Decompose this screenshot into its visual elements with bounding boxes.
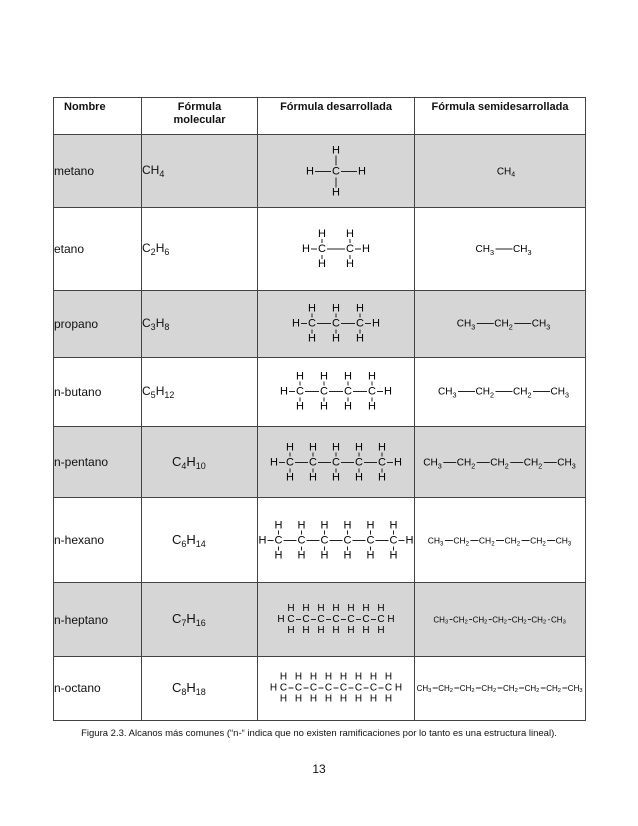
atom-carbon: C (332, 165, 340, 178)
group-ch2: $CH_2$ (530, 535, 546, 547)
atom-carbon: C (368, 385, 376, 398)
group-ch3: $CH_3$ (567, 683, 583, 695)
alkanes-table (53, 97, 586, 721)
atom-hydrogen: H (332, 441, 340, 454)
element-symbol: H (186, 453, 196, 469)
atom-hydrogen: H (320, 549, 329, 562)
molecular-formula (142, 426, 258, 497)
developed-formula-cell (258, 426, 415, 497)
atom-hydrogen: H (354, 693, 363, 705)
group-ch2: $CH_2$ (453, 615, 468, 626)
table-row (54, 426, 586, 497)
element-count: 10 (195, 460, 206, 471)
atom-hydrogen: H (332, 144, 340, 157)
atom-hydrogen: H (377, 603, 385, 615)
group-ch3: $CH_3$ (550, 386, 569, 400)
atom-hydrogen: H (320, 519, 329, 532)
group-ch2: $CH_2$ (513, 386, 532, 400)
alkane-name: etano (54, 208, 142, 290)
atom-hydrogen: H (292, 317, 300, 330)
atom-hydrogen: H (387, 614, 395, 626)
element-symbol: C (142, 383, 151, 398)
alkane-name: propano (54, 290, 142, 357)
element-count: 2 (150, 246, 156, 257)
atom-hydrogen: H (347, 625, 355, 637)
header-molecular: Fórmula molecular (142, 98, 258, 135)
atom-carbon: C (332, 456, 340, 469)
element-count: 4 (181, 460, 187, 471)
atom-hydrogen: H (339, 671, 348, 683)
element-symbol: H (150, 163, 160, 178)
element-count: 3 (150, 321, 156, 332)
atom-hydrogen: H (332, 471, 340, 484)
atom-carbon: C (297, 534, 306, 547)
atom-hydrogen: H (332, 625, 340, 637)
element-symbol: C (142, 240, 151, 255)
atom-hydrogen: H (378, 471, 386, 484)
atom-hydrogen: H (355, 471, 363, 484)
element-count: 4 (159, 169, 165, 180)
table-row (54, 583, 586, 656)
atom-hydrogen: H (324, 671, 333, 683)
developed-formula (261, 657, 411, 719)
atom-hydrogen: H (369, 693, 378, 705)
alkane-name: metano (54, 135, 142, 208)
group-ch2: $CH_2$ (503, 683, 518, 695)
atom-hydrogen: H (306, 165, 314, 178)
atom-hydrogen: H (362, 242, 370, 255)
atom-carbon: C (286, 456, 294, 469)
element-symbol: H (155, 383, 165, 398)
group-ch2: $CH_2$ (492, 615, 507, 626)
atom-hydrogen: H (320, 370, 328, 383)
semi-formula-cell (415, 426, 586, 497)
atom-carbon: C (317, 614, 325, 626)
group-ch3: $CH_3$ (551, 615, 566, 626)
developed-formula-cell (258, 583, 415, 656)
atom-hydrogen: H (294, 693, 303, 705)
group-ch3: $CH_3$ (555, 535, 572, 547)
alkane-name: n-butano (54, 357, 142, 426)
developed-formula (261, 291, 411, 356)
group-ch3: $CH_3$ (456, 318, 476, 332)
alkane-name: n-hexano (54, 498, 142, 583)
atom-hydrogen: H (344, 370, 352, 383)
table-row (54, 208, 586, 290)
table-row (54, 135, 586, 208)
atom-hydrogen: H (384, 693, 393, 705)
element-count: 14 (195, 538, 206, 549)
atom-hydrogen: H (302, 625, 310, 637)
atom-carbon: C (320, 534, 329, 547)
semi-formula-cell (415, 583, 586, 656)
developed-formula-cell (258, 208, 415, 290)
semi-formula (416, 428, 584, 497)
atom-carbon: C (356, 317, 364, 330)
atom-carbon: C (274, 534, 283, 547)
semi-formula (416, 499, 584, 582)
element-count: 6 (181, 538, 187, 549)
atom-hydrogen: H (378, 441, 386, 454)
atom-carbon: C (362, 614, 370, 626)
group-ch3: $CH_3$ (438, 386, 457, 400)
atom-carbon: C (332, 614, 340, 626)
table-row (54, 290, 586, 357)
atom-hydrogen: H (356, 302, 364, 315)
developed-formula (261, 584, 411, 655)
semi-formula-cell (415, 498, 586, 583)
element-symbol: H (155, 315, 165, 330)
semi-formula (416, 209, 584, 289)
atom-carbon: C (346, 242, 354, 255)
developed-formula-cell (258, 498, 415, 583)
semi-formula-cell (415, 357, 586, 426)
atom-hydrogen: H (389, 519, 398, 532)
group-ch3: $CH_3$ (475, 243, 494, 257)
group-ch3: $CH_3$ (513, 243, 532, 257)
atom-hydrogen: H (318, 227, 326, 240)
group-ch3: $CH_3$ (427, 535, 444, 547)
page-number: 13 (312, 762, 326, 776)
table-header-row (54, 98, 586, 135)
element-symbol: C (172, 611, 182, 627)
atom-hydrogen: H (362, 603, 370, 615)
group-ch2: $CH_2$ (481, 683, 497, 695)
element-count: 16 (195, 618, 206, 629)
alkane-name: n-octano (54, 656, 142, 720)
atom-hydrogen: H (308, 302, 316, 315)
alkane-name: n-pentano (54, 426, 142, 497)
header-name: Nombre (54, 98, 142, 135)
atom-hydrogen: H (286, 471, 294, 484)
atom-hydrogen: H (356, 332, 364, 345)
atom-hydrogen: H (346, 227, 354, 240)
semi-formula (416, 291, 584, 356)
group-ch2: $CH_2$ (459, 683, 475, 695)
semi-formula-cell (415, 208, 586, 290)
atom-hydrogen: H (355, 441, 363, 454)
atom-carbon: C (339, 682, 348, 694)
atom-carbon: C (294, 682, 303, 694)
atom-hydrogen: H (318, 257, 326, 270)
molecular-formula (142, 656, 258, 720)
developed-formula-cell (258, 656, 415, 720)
atom-hydrogen: H (296, 400, 304, 413)
atom-hydrogen: H (346, 257, 354, 270)
atom-hydrogen: H (287, 625, 295, 637)
group-ch2: $CH_2$ (531, 615, 547, 626)
molecular-formula (142, 208, 258, 290)
group-ch2: $CH_2$ (546, 683, 561, 695)
element-count: 12 (164, 389, 175, 400)
table-row (54, 498, 586, 583)
semi-formula-cell (415, 135, 586, 208)
developed-formula-cell (258, 135, 415, 208)
atom-hydrogen: H (309, 471, 317, 484)
alkane-name: n-heptano (54, 583, 142, 656)
atom-carbon: C (369, 682, 378, 694)
atom-hydrogen: H (347, 603, 355, 615)
atom-hydrogen: H (366, 519, 375, 532)
group-ch3: $CH_3$ (433, 615, 449, 626)
atom-hydrogen: H (269, 682, 278, 694)
atom-hydrogen: H (366, 549, 375, 562)
molecular-formula (142, 290, 258, 357)
group-ch2: $CH_2$ (475, 386, 494, 400)
atom-carbon: C (320, 385, 328, 398)
atom-carbon: C (355, 456, 363, 469)
atom-hydrogen: H (274, 549, 283, 562)
molecular-formula (142, 498, 258, 583)
developed-formula (261, 209, 411, 289)
atom-hydrogen: H (280, 385, 288, 398)
atom-hydrogen: H (354, 671, 363, 683)
atom-carbon: C (344, 385, 352, 398)
atom-carbon: C (378, 456, 386, 469)
atom-hydrogen: H (287, 603, 295, 615)
group-ch2: $CH_2$ (490, 456, 509, 470)
atom-hydrogen: H (309, 441, 317, 454)
atom-carbon: C (354, 682, 363, 694)
group-ch2: $CH_2$ (494, 318, 513, 332)
atom-hydrogen: H (279, 671, 288, 683)
atom-hydrogen: H (344, 400, 352, 413)
atom-carbon: C (279, 682, 288, 694)
atom-hydrogen: H (302, 242, 310, 255)
figure-caption: Figura 2.3. Alcanos más comunes (“n-“ indica que no existen ramificaciones por lo tanto es una estructura lineal). (81, 728, 557, 739)
atom-hydrogen: H (270, 456, 278, 469)
developed-formula-cell (258, 290, 415, 357)
element-symbol: H (155, 240, 165, 255)
atom-hydrogen: H (339, 693, 348, 705)
group-ch2: $CH_2$ (438, 683, 453, 695)
atom-hydrogen: H (389, 549, 398, 562)
molecular-formula (142, 357, 258, 426)
group-ch2: $CH_2$ (524, 683, 540, 695)
atom-hydrogen: H (317, 603, 325, 615)
atom-carbon: C (296, 385, 304, 398)
atom-carbon: C (302, 614, 310, 626)
group-ch2: $CH_2$ (478, 535, 495, 547)
developed-formula (261, 358, 411, 425)
atom-hydrogen: H (317, 625, 325, 637)
atom-hydrogen: H (343, 519, 352, 532)
element-symbol: C (142, 163, 151, 178)
developed-formula (258, 499, 414, 582)
atom-hydrogen: H (332, 186, 340, 199)
atom-hydrogen: H (297, 549, 306, 562)
bond-dash: - (547, 615, 551, 625)
element-symbol: H (186, 531, 196, 547)
atom-hydrogen: H (368, 370, 376, 383)
element-count: 7 (181, 618, 187, 629)
atom-hydrogen: H (368, 400, 376, 413)
group-ch2: $CH_2$ (523, 456, 543, 470)
header-semi: Fórmula semidesarrollada (415, 98, 586, 135)
element-count: 8 (181, 686, 187, 697)
group-ch2: $CH_2$ (504, 535, 521, 547)
element-symbol: H (186, 679, 196, 695)
group-ch3: $CH_3$ (557, 456, 576, 470)
group-methane: $CH_4$ (496, 165, 516, 178)
atom-carbon: C (309, 682, 318, 694)
element-symbol: C (172, 531, 182, 547)
atom-carbon: C (324, 682, 333, 694)
atom-hydrogen: H (320, 400, 328, 413)
semi-formula-cell (415, 656, 586, 720)
group-ch3: $CH_3$ (416, 683, 432, 695)
atom-hydrogen: H (332, 302, 340, 315)
atom-hydrogen: H (274, 519, 283, 532)
atom-hydrogen: H (377, 625, 385, 637)
group-ch2: $CH_2$ (456, 456, 476, 470)
atom-carbon: C (343, 534, 352, 547)
atom-hydrogen: H (405, 534, 414, 547)
group-ch2: $CH_2$ (511, 615, 527, 626)
atom-carbon: C (308, 317, 316, 330)
atom-carbon: C (377, 614, 385, 626)
molecular-formula (142, 583, 258, 656)
atom-carbon: C (366, 534, 375, 547)
atom-hydrogen: H (296, 370, 304, 383)
atom-hydrogen: H (394, 456, 402, 469)
atom-hydrogen: H (343, 549, 352, 562)
element-count: 6 (164, 246, 170, 257)
semi-formula (416, 136, 584, 207)
element-symbol: C (142, 315, 151, 330)
atom-carbon: C (287, 614, 295, 626)
atom-carbon: C (332, 317, 340, 330)
atom-hydrogen: H (308, 332, 316, 345)
developed-formula (261, 428, 411, 497)
developed-formula (261, 136, 411, 207)
atom-hydrogen: H (332, 332, 340, 345)
group-ch2: $CH_2$ (453, 535, 470, 547)
semi-formula-cell (415, 290, 586, 357)
atom-carbon: C (318, 242, 326, 255)
atom-hydrogen: H (309, 693, 318, 705)
molecular-formula (142, 135, 258, 208)
atom-hydrogen: H (384, 671, 393, 683)
group-ch3: $CH_3$ (423, 456, 442, 470)
atom-hydrogen: H (394, 682, 403, 694)
element-symbol: C (172, 453, 182, 469)
semi-formula (416, 584, 584, 655)
element-count: 8 (164, 321, 170, 332)
atom-hydrogen: H (384, 385, 392, 398)
group-ch3: $CH_3$ (531, 318, 551, 332)
atom-carbon: C (309, 456, 317, 469)
atom-carbon: C (389, 534, 398, 547)
atom-hydrogen: H (369, 671, 378, 683)
atom-hydrogen: H (324, 693, 333, 705)
element-count: 18 (195, 686, 206, 697)
group-ch2: $CH_2$ (472, 615, 488, 626)
atom-hydrogen: H (358, 165, 366, 178)
semi-formula (416, 657, 584, 719)
atom-carbon: C (347, 614, 355, 626)
atom-hydrogen: H (277, 614, 285, 626)
table-row (54, 656, 586, 720)
developed-formula-cell (258, 357, 415, 426)
atom-hydrogen: H (279, 693, 288, 705)
table-row (54, 357, 586, 426)
atom-hydrogen: H (302, 603, 310, 615)
atom-hydrogen: H (332, 603, 340, 615)
atom-hydrogen: H (294, 671, 303, 683)
element-symbol: H (186, 611, 196, 627)
element-symbol: C (172, 679, 182, 695)
atom-hydrogen: H (297, 519, 306, 532)
atom-hydrogen: H (309, 671, 318, 683)
semi-formula (416, 358, 584, 425)
atom-hydrogen: H (258, 534, 267, 547)
atom-hydrogen: H (372, 317, 380, 330)
atom-hydrogen: H (286, 441, 294, 454)
atom-carbon: C (384, 682, 393, 694)
atom-hydrogen: H (362, 625, 370, 637)
element-count: 5 (150, 389, 156, 400)
header-developed: Fórmula desarrollada (258, 98, 415, 135)
